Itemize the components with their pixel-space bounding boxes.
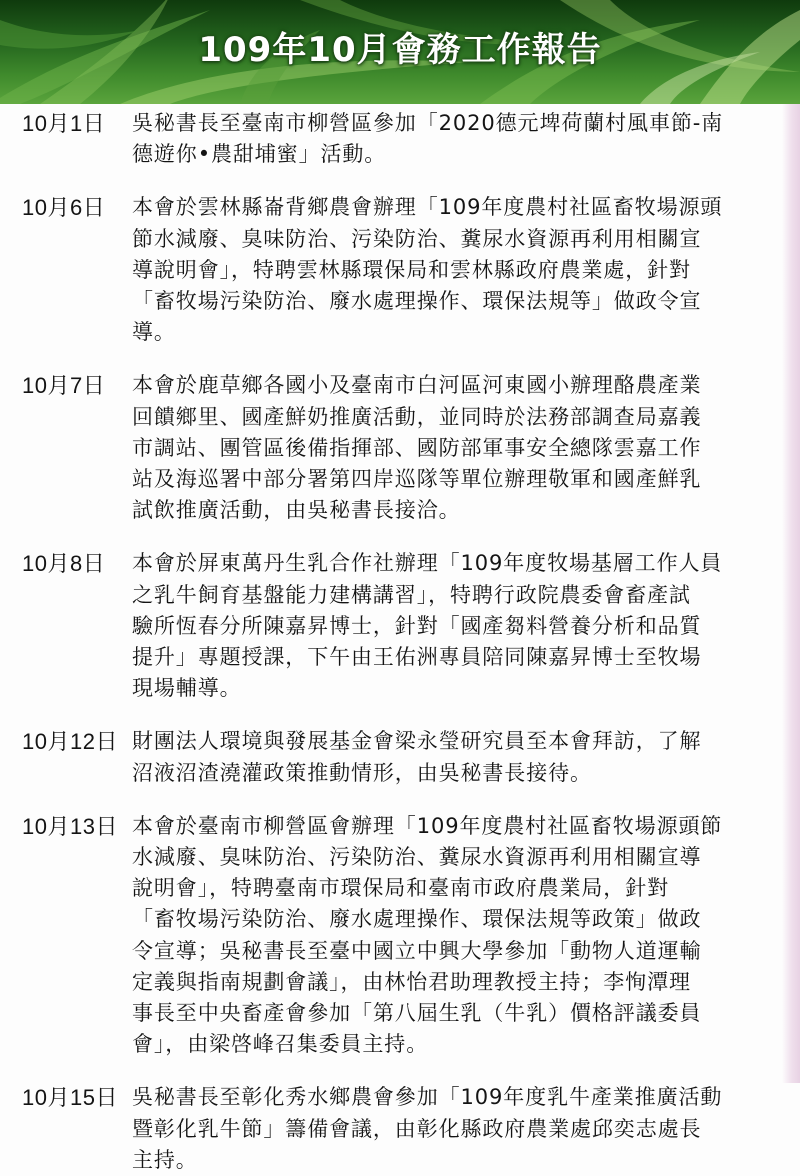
entry-text: [120, 370, 770, 526]
entry-line: 回饋鄉里、國產鮮奶推廣活動，並同時於法務部調查局嘉義: [132, 404, 702, 429]
entry-line: 財團法人環境與發展基金會梁永瑩研究員至本會拜訪，了解: [132, 729, 702, 754]
entry-oct-12: [0, 726, 790, 788]
entry-text: [120, 108, 770, 170]
entry-date: 10月13日: [22, 813, 118, 839]
entry-line: 站及海巡署中部分署第四岸巡隊等單位辦理敬軍和國產鮮乳: [132, 467, 702, 492]
entry-line: 試飲推廣活動，由吳秘書長接洽。: [132, 498, 461, 523]
page-title: 109年10月會務工作報告: [198, 30, 602, 70]
entry-line: 定義與指南規劃會議」，由林怡君助理教授主持；李恂潭理: [132, 969, 691, 994]
entry-line: 現場輔導。: [132, 676, 242, 701]
entry-line: 提升」專題授課，下午由王佑洲專員陪同陳嘉昇博士至牧場: [132, 645, 702, 670]
entry-oct-6: [0, 192, 790, 348]
entry-line: 本會於臺南市柳營區會辦理「109年度農村社區畜牧場源頭節: [132, 813, 723, 838]
entry-line: 暨彰化乳牛節」籌備會議，由彰化縣政府農業處邱奕志處長: [132, 1116, 702, 1141]
entry-text: [120, 811, 770, 1061]
entry-oct-15: [0, 1082, 790, 1176]
entry-line: 驗所恆春分所陳嘉昇博士，針對「國產芻料營養分析和品質: [132, 613, 702, 638]
entry-line: 「畜牧場污染防治、廢水處理操作、環保法規等政策」做政: [132, 907, 702, 932]
entry-line: 主持。: [132, 1147, 198, 1172]
entry-oct-1: [0, 108, 790, 170]
entry-date: 10月1日: [22, 111, 106, 136]
entry-text: [120, 1082, 770, 1176]
header-banner: [0, 0, 800, 104]
entry-line: 節水減廢、臭味防治、污染防治、糞尿水資源再利用相關宣: [132, 226, 702, 251]
entry-oct-7: [0, 370, 790, 526]
entry-text: [120, 192, 770, 348]
entry-line: 會」，由梁啓峰召集委員主持。: [132, 1032, 429, 1057]
entry-date: 10月15日: [22, 1085, 118, 1111]
entry-line: 「畜牧場污染防治、廢水處理操作、環保法規等」做政令宣: [132, 289, 702, 314]
entry-line: 本會於鹿草鄉各國小及臺南市白河區河東國小辦理酪農產業: [132, 373, 702, 398]
entry-line: 令宣導；吳秘書長至臺中國立中興大學參加「動物人道運輸: [132, 938, 702, 963]
entry-date: 10月8日: [22, 551, 106, 577]
entry-line: 沼液沼渣澆灌政策推動情形，由吳秘書長接待。: [132, 760, 592, 785]
entry-line: 本會於雲林縣崙背鄉農會辦理「109年度農村社區畜牧場源頭: [132, 195, 723, 220]
entry-line: 導。: [132, 320, 176, 345]
entry-line: 說明會」，特聘臺南市環保局和臺南市政府農業局，針對: [132, 876, 669, 901]
entry-line: 導說明會」，特聘雲林縣環保局和雲林縣政府農業處，針對: [132, 257, 691, 282]
entry-line: 之乳牛飼育基盤能力建構講習」，特聘行政院農委會畜產試: [132, 582, 691, 607]
entry-line: 事長至中央畜產會參加「第八屆生乳（牛乳）價格評議委員: [132, 1001, 702, 1026]
entry-oct-8: [0, 548, 790, 704]
report-entries: [0, 108, 790, 1176]
entry-line: 市調站、團管區後備指揮部、國防部軍事安全總隊雲嘉工作: [132, 435, 702, 460]
entry-line: 吳秘書長至彰化秀水鄉農會參加「109年度乳牛產業推廣活動: [132, 1085, 723, 1110]
entry-line: 水減廢、臭味防治、污染防治、糞尿水資源再利用相關宣導: [132, 845, 702, 870]
entry-date: 10月6日: [22, 195, 106, 221]
entry-line: 德遊你•農甜埔蜜」活動。: [132, 142, 387, 167]
entry-line: 吳秘書長至臺南市柳營區參加「2020德元埤荷蘭村風車節-南: [132, 111, 724, 135]
entry-date: 10月7日: [22, 373, 106, 399]
entry-line: 本會於屏東萬丹生乳合作社辦理「109年度牧場基層工作人員: [132, 551, 723, 576]
entry-date: 10月12日: [22, 729, 118, 755]
entry-text: [120, 726, 770, 788]
entry-oct-13: [0, 811, 790, 1061]
entry-text: [120, 548, 770, 704]
